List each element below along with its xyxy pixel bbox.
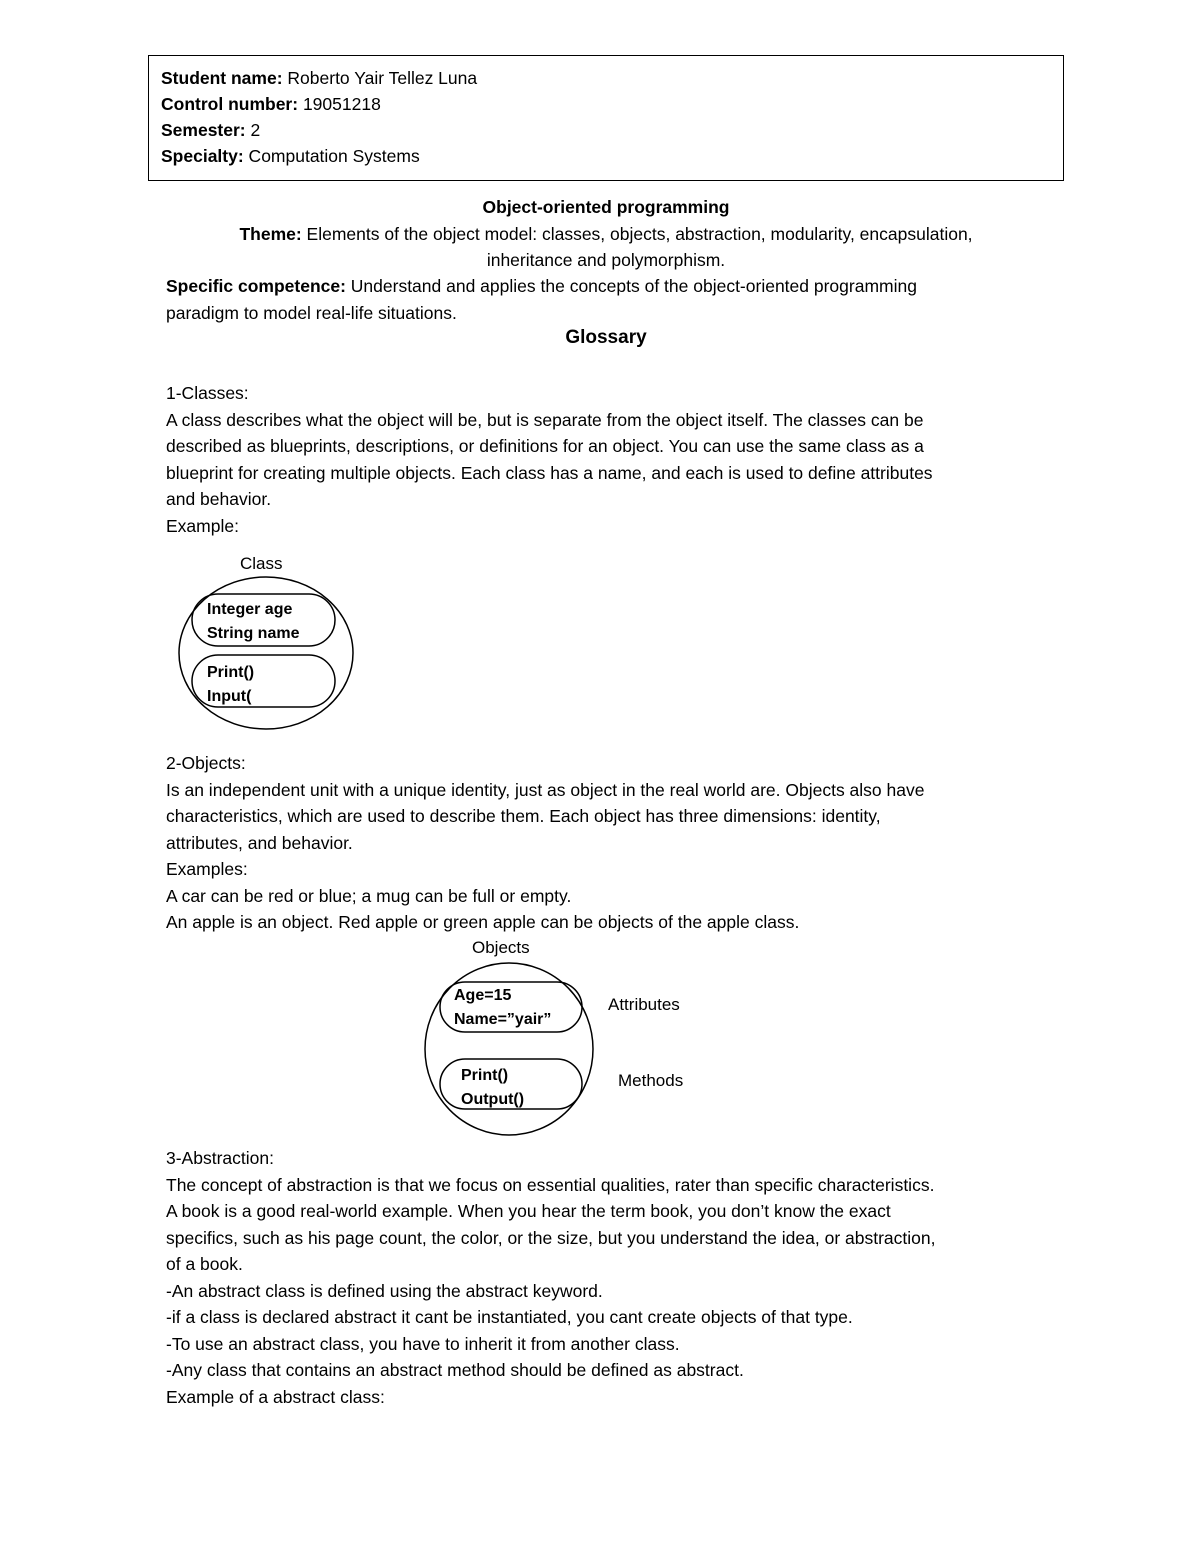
abstraction-bullet: -To use an abstract class, you have to inherit it from another class. (166, 1333, 680, 1354)
objects-text-line: attributes, and behavior. (166, 832, 353, 853)
class-attr-2: String name (207, 625, 300, 642)
abstraction-text-line: specifics, such as his page count, the color, or the size, but you understand the idea, or abstraction, (166, 1227, 936, 1248)
objects-example-2: An apple is an object. Red apple or green apple can be objects of the apple class. (166, 912, 800, 932)
classes-text-line: and behavior. (166, 489, 272, 509)
methods-label: Methods (618, 1071, 684, 1090)
class-method-1: Print() (207, 664, 255, 681)
abstraction-bullet: -if a class is declared abstract it cant be instantiated, you cant create objects of that type. (166, 1307, 853, 1327)
object-method-1: Print() (461, 1067, 509, 1084)
semester-label: Semester: (161, 120, 246, 140)
abstraction-example-label: Example of a abstract class: (166, 1386, 385, 1407)
classes-heading: 1-Classes: (166, 383, 249, 403)
objects-example-1: A car can be red or blue; a mug can be full or empty. (166, 885, 572, 906)
title-text: Object-oriented programming (482, 197, 730, 217)
control-number-label: Control number: (161, 94, 299, 114)
document-header (148, 194, 1064, 274)
classes-text-line: A class describes what the object will be, but is separate from the object itself. The classes can be (166, 409, 924, 430)
competence-line-2: paradigm to model real-life situations. (166, 302, 457, 323)
competence-line-1 (166, 273, 1046, 300)
class-diagram (170, 548, 370, 738)
student-name-value: Roberto Yair Tellez Luna (282, 68, 478, 88)
theme-line-1 (148, 221, 1064, 248)
competence-text-1: Understand and applies the concepts of the object-oriented programming (345, 276, 917, 296)
object-attr-1: Age=15 (454, 987, 512, 1004)
competence (166, 273, 1046, 326)
semester-value: 2 (245, 120, 261, 140)
objects-diagram-title: Objects (472, 938, 530, 957)
abstraction-text-line: A book is a good real-world example. When you hear the term book, you don’t know the exact (166, 1201, 891, 1221)
object-method-2: Output() (461, 1091, 525, 1108)
class-outer-ellipse (179, 577, 353, 729)
theme-text-1: Elements of the object model: classes, objects, abstraction, modularity, encapsulation, (301, 223, 973, 244)
abstraction-text-line: of a book. (166, 1254, 243, 1274)
abstraction-bullet: -Any class that contains an abstract method should be defined as abstract. (166, 1360, 744, 1380)
student-name-label: Student name: (161, 68, 283, 88)
specialty-label: Specialty: (161, 146, 244, 166)
student-name-row (161, 65, 1051, 91)
theme-line-2: inheritance and polymorphism. (486, 250, 726, 270)
objects-examples-label: Examples: (166, 859, 248, 879)
abstraction-section (166, 1145, 1046, 1410)
class-diagram-title: Class (240, 554, 283, 573)
attributes-label: Attributes (608, 995, 680, 1014)
document-title (148, 194, 1064, 221)
class-method-2: Input( (207, 688, 252, 705)
control-number-value: 19051218 (298, 94, 381, 114)
control-number-row (161, 91, 1051, 117)
competence-label: Specific competence: (166, 276, 346, 296)
classes-text-line: blueprint for creating multiple objects. Each class has a name, and each is used to define attributes (166, 462, 933, 483)
classes-text-line: described as blueprints, descriptions, or definitions for an object. You can use the same class as a (166, 436, 924, 456)
semester-row (161, 117, 1051, 143)
objects-section (166, 750, 1046, 936)
student-info-box (148, 55, 1064, 181)
objects-text-line: characteristics, which are used to describe them. Each object has three dimensions: identity, (166, 806, 881, 826)
specialty-value: Computation Systems (243, 146, 420, 166)
glossary-heading: Glossary (565, 327, 647, 348)
abstraction-text-line: The concept of abstraction is that we focus on essential qualities, rater than specific characteristics. (166, 1174, 935, 1195)
objects-heading: 2-Objects: (166, 753, 246, 773)
classes-section (166, 380, 1046, 539)
theme-label: Theme: (239, 223, 302, 244)
specialty-row (161, 143, 1051, 169)
objects-diagram (420, 932, 720, 1144)
class-attr-1: Integer age (207, 601, 293, 618)
abstraction-bullet: -An abstract class is defined using the abstract keyword. (166, 1280, 603, 1301)
classes-example-label: Example: (166, 515, 239, 536)
object-attr-2: Name=”yair” (454, 1011, 552, 1028)
abstraction-heading: 3-Abstraction: (166, 1148, 274, 1168)
objects-text-line: Is an independent unit with a unique identity, just as object in the real world are. Objects also have (166, 779, 925, 800)
